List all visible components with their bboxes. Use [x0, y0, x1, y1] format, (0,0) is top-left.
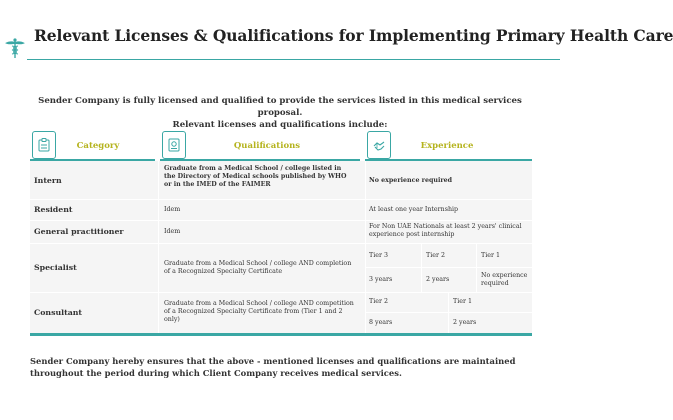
row-label: General practitioner	[34, 227, 124, 236]
handshake-icon	[367, 131, 391, 159]
column-label-experience: Experience	[420, 141, 474, 151]
tier-label: Tier 2	[369, 298, 388, 305]
intro-line-1: Sender Company is fully licensed and qualified to provide the services listed in this medical services proposal.	[38, 96, 522, 118]
tier-divider	[421, 244, 422, 292]
tier-years: 2 years	[453, 319, 477, 326]
column-divider	[365, 161, 366, 333]
tier-label: Tier 2	[426, 252, 445, 259]
table-row-specialist	[30, 244, 532, 293]
qualification-cell: Idem	[164, 228, 181, 235]
tier-years: 8 years	[369, 319, 393, 326]
column-header-category	[32, 131, 157, 159]
table-row-resident	[30, 200, 532, 221]
tier-years: 3 years	[369, 276, 393, 283]
tier-divider	[365, 267, 532, 268]
table-row-general-practitioner	[30, 221, 532, 244]
tier-label: Tier 1	[481, 252, 500, 259]
tier-label: Tier 3	[369, 252, 388, 259]
column-header-experience	[367, 131, 532, 159]
experience-cell: No experience required	[369, 177, 453, 184]
row-label: Resident	[34, 205, 73, 214]
tier-divider	[448, 293, 449, 333]
header-divider	[27, 59, 560, 60]
table-row-consultant	[30, 293, 532, 334]
experience-cell: For Non UAE Nationals at least 2 years' clinical experience post internship	[369, 223, 522, 238]
header	[0, 0, 673, 62]
qualification-cell: Graduate from a Medical School / college listed in the Directory of Medical schools published by WHO or in the IMED of the FAIMER	[164, 165, 347, 188]
tier-years: 2 years	[426, 276, 450, 283]
qualifications-table	[30, 161, 532, 333]
tier-label: Tier 1	[453, 298, 472, 305]
table-row-intern	[30, 161, 532, 200]
certificate-icon	[162, 131, 186, 159]
clipboard-icon	[32, 131, 56, 159]
closing-statement: Sender Company hereby ensures that the above - mentioned licenses and qualifications are maintained throughout the period during which Client Company receives medical services.	[30, 356, 516, 378]
row-label: Specialist	[34, 263, 77, 272]
tier-years: No experience required	[481, 272, 528, 287]
intro-line-2: Relevant licenses and qualifications include:	[172, 120, 388, 130]
tier-divider	[476, 244, 477, 292]
table-bottom-rule	[30, 333, 532, 336]
row-label: Consultant	[34, 308, 83, 317]
column-label-qualifications: Qualifications	[233, 141, 301, 151]
caduceus-icon	[4, 37, 26, 59]
qualification-cell: Graduate from a Medical School / college AND completion of a Recognized Specialty Certificate	[164, 260, 352, 275]
column-header-qualifications	[162, 131, 357, 159]
page-title: Relevant Licenses & Qualifications for Implementing Primary Health Care	[34, 26, 673, 45]
qualification-cell: Idem	[164, 206, 181, 213]
column-divider	[158, 161, 159, 333]
experience-cell: At least one year Internship	[369, 206, 459, 213]
intro-text	[30, 95, 530, 131]
row-label: Intern	[34, 176, 62, 185]
qualification-cell: Graduate from a Medical School / college AND competition of a Recognized Specialty Certificate from (Tier 1 and 2 only)	[164, 300, 354, 323]
column-label-category: Category	[76, 141, 120, 151]
